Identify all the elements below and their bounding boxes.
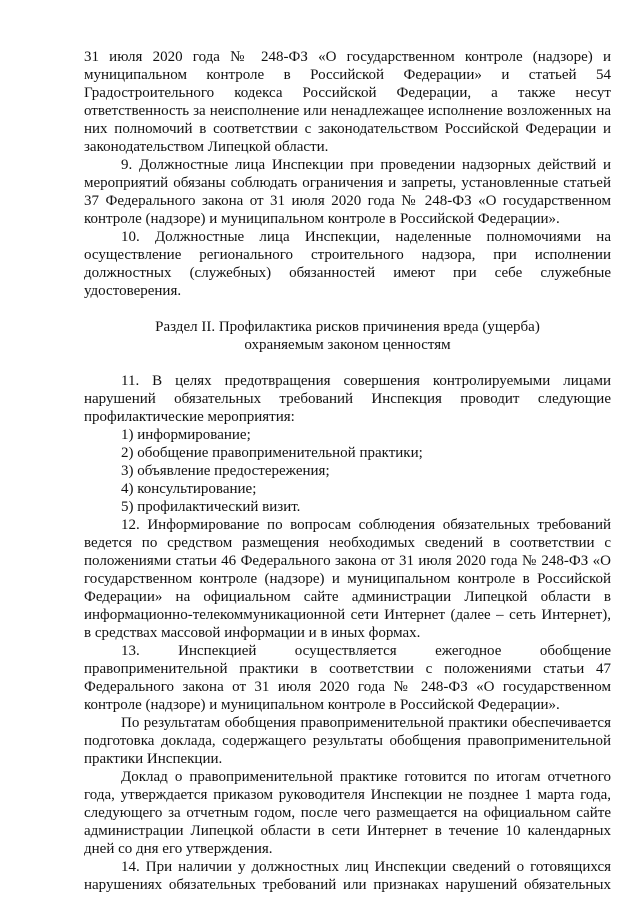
section-heading-line-2: охраняемым законом ценностям [244, 337, 451, 353]
paragraph-9: 9. Должностные лица Инспекции при проведении надзорных действий и мероприятий обязаны соблюдать ограничения и запреты, установленные статьей 37 Федерального закона от 31 июля 2020 года № 248-ФЗ «О государственном контроле (надзоре) и муниципальном контроле в Российской Федерации». [84, 157, 611, 227]
list-item: 1) информирование; [121, 427, 251, 443]
paragraph-13: 13. Инспекцией осуществляется ежегодное обобщение правоприменительной практики в соответствии с положениями статьи 47 Федерального закона от 31 июля 2020 года № 248-ФЗ «О государственном контроле (надзоре) и муниципальном контроле в Российской Федерации». [84, 643, 611, 713]
list-item: 2) обобщение правоприменительной практики; [121, 445, 423, 461]
paragraph-12: 12. Информирование по вопросам соблюдения обязательных требований ведется по средством размещения необходимых сведений в соответствии с положениями статьи 46 Федерального закона от 31 июля 2020 года № 248-ФЗ «О государственном контроле (надзоре) и муниципальном контроле в Российской Федерации» на официальном сайте администрации Липецкой области в информационно-телекоммуникационной сети Интернет (далее – сеть Интернет), в средствах массовой информации и в иных формах. [84, 517, 611, 641]
list-item: 5) профилактический визит. [121, 499, 301, 515]
list-item: 4) консультирование; [121, 481, 257, 497]
section-heading-line-1: Раздел II. Профилактика рисков причинения вреда (ущерба) [155, 319, 540, 335]
paragraph-13-results: По результатам обобщения правоприменительной практики обеспечивается подготовка доклада, содержащего результаты обобщения правоприменительной практики Инспекции. [84, 715, 611, 767]
paragraph-14: 14. При наличии у должностных лиц Инспекции сведений о готовящихся нарушениях обязательных требований или признаках нарушений обязательных [84, 859, 611, 893]
paragraph-continuation: 31 июля 2020 года № 248-ФЗ «О государственном контроле (надзоре) и муниципальном контроле в Российской Федерации» и статьей 54 Градостроительного кодекса Российской Федерации, а также несут ответственность за неисполнение или ненадлежащее исполнение возложенных на них полномочий в соответствии с законодательством Российской Федерации и законодательством Липецкой области. [84, 49, 611, 155]
paragraph-13-report: Доклад о правоприменительной практике готовится по итогам отчетного года, утверждается приказом руководителя Инспекции не позднее 1 марта года, следующего за отчетным годом, после чего размещается на официальном сайте администрации Липецкой области в сети Интернет в течение 10 календарных дней со дня его утверждения. [84, 769, 611, 857]
paragraph-10: 10. Должностные лица Инспекции, наделенные полномочиями на осуществление регионального строительного надзора, при исполнении должностных (служебных) обязанностей имеют при себе служебные удостоверения. [84, 229, 611, 299]
list-item: 3) объявление предостережения; [121, 463, 330, 479]
paragraph-11: 11. В целях предотвращения совершения контролируемыми лицами нарушений обязательных требований Инспекция проводит следующие профилактические мероприятия: [84, 373, 611, 425]
